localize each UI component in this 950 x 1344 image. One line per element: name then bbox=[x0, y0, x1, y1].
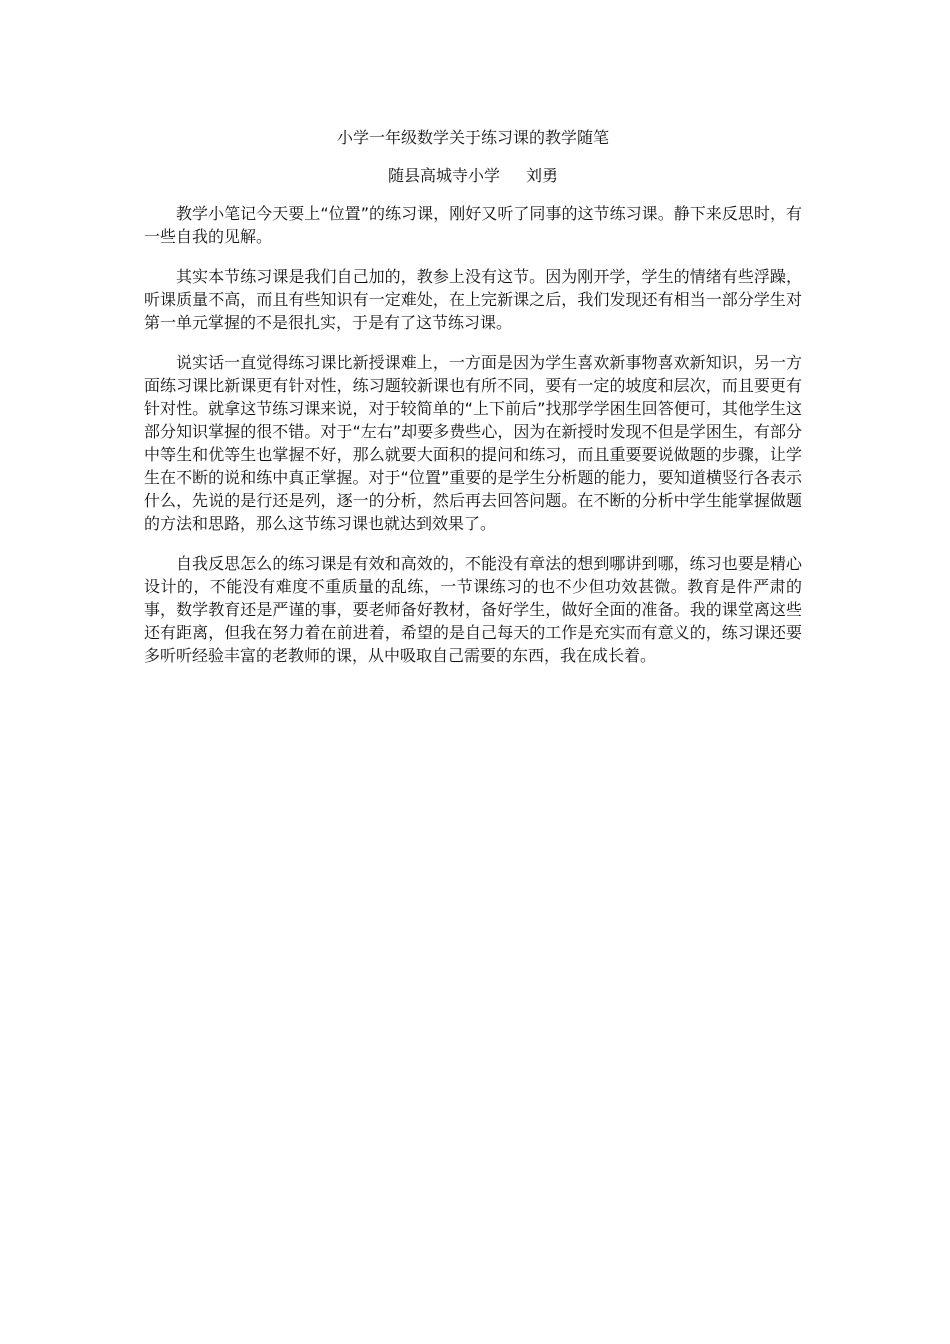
byline-author: 刘勇 bbox=[526, 166, 559, 185]
document-title: 小学一年级数学关于练习课的教学随笔 bbox=[336, 128, 609, 147]
paragraph-4: 自我反思怎么的练习课是有效和高效的，不能没有章法的想到哪讲到哪，练习也要是精心设计的，不能没有难度不重质量的乱练，一节课练习的也不少但功效甚微。教育是件严肃的事，数学教育还是严谨的事，要老师备好教材，备好学生，做好全面的准备。我的课堂离这些还有距离，但我在努力着在前进着，希望的是自己每天的工作是充实而有意义的，练习课还要多听听经验丰富的老教师的课，从中吸取自己需要的东西，我在成长着。 bbox=[144, 554, 802, 665]
document-body bbox=[144, 126, 802, 667]
paragraph-2: 其实本节练习课是我们自己加的，教参上没有这节。因为刚开学，学生的情绪有些浮躁，听课质量不高，而且有些知识有一定难处，在上完新课之后，我们发现还有相当一部分学生对第一单元掌握的不是很扎实，于是有了这节练习课。 bbox=[144, 267, 802, 332]
byline-school: 随县高城寺小学 bbox=[387, 166, 500, 185]
paragraph-1: 教学小笔记今天要上“位置”的练习课，刚好又听了同事的这节练习课。静下来反思时，有一些自我的见解。 bbox=[144, 204, 802, 246]
byline bbox=[144, 164, 802, 188]
paragraph-3: 说实话一直觉得练习课比新授课难上，一方面是因为学生喜欢新事物喜欢新知识，另一方面练习课比新课更有针对性，练习题较新课也有所不同，要有一定的坡度和层次，而且要更有针对性。就拿这节练习课来说，对于较简单的“上下前后”找那学学困生回答便可，其他学生这部分知识掌握的很不错。对于“左右”却要多费些心，因为在新授时发现不但是学困生，有部分中等生和优等生也掌握不好，那么就要大面积的提问和练习，而且重要要说做题的步骤，让学生在不断的说和练中真正掌握。对于“位置”重要的是学生分析题的能力，要知道横竖行各表示什么，先说的是行还是列，逐一的分析，然后再去回答问题。在不断的分析中学生能掌握做题的方法和思路，那么这节练习课也就达到效果了。 bbox=[144, 353, 802, 533]
